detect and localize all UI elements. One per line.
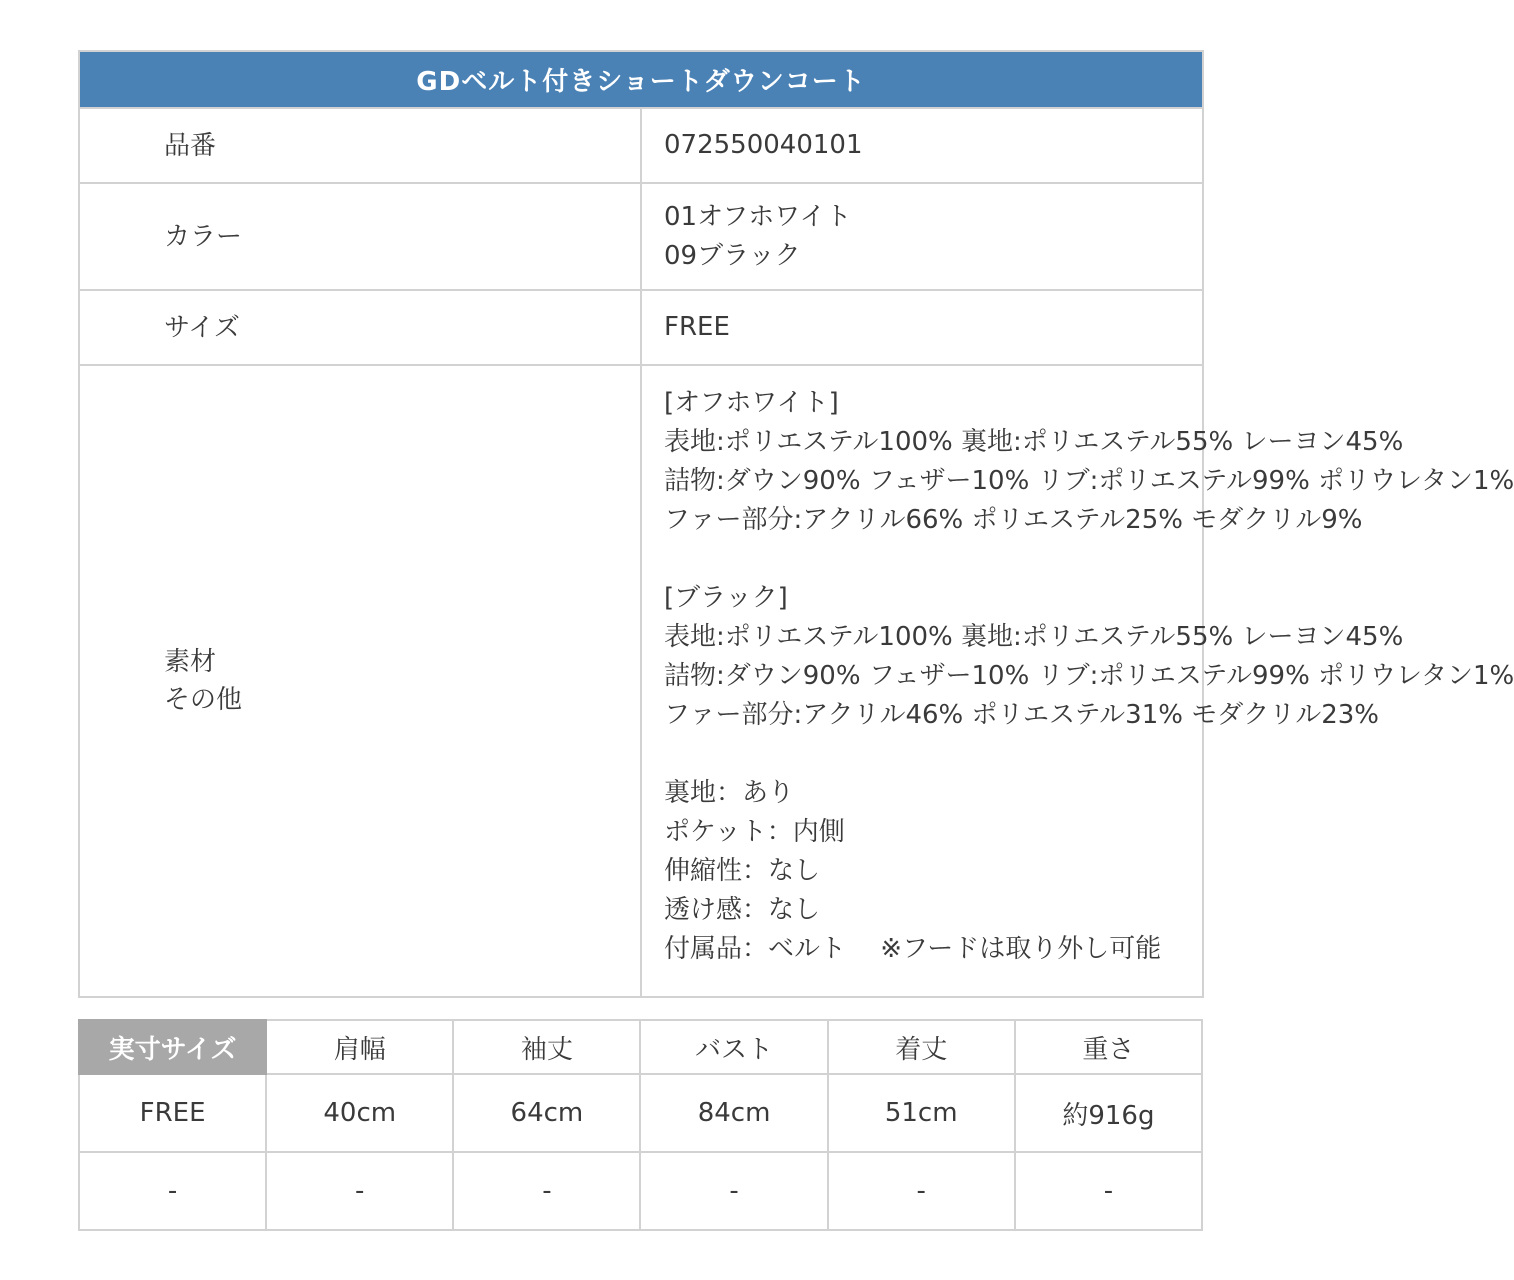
row-size-label: FREE: [79, 1074, 266, 1152]
size-label: サイズ: [79, 290, 641, 365]
material-label-line: その他: [164, 685, 243, 715]
product-title: GDベルト付きショートダウンコート: [79, 51, 1203, 108]
table-cell: 約916g: [1015, 1074, 1202, 1152]
table-cell: 51cm: [828, 1074, 1015, 1152]
number-label: 品番: [79, 108, 641, 183]
material-label: [79, 365, 641, 997]
block-spacer: [664, 735, 1202, 774]
table-row: [79, 1074, 1202, 1152]
row-size-label: -: [79, 1152, 266, 1230]
color-label: カラー: [79, 183, 641, 290]
column-header: 袖丈: [453, 1020, 640, 1074]
material-line: 詰物:ダウン90% フェザー10% リブ:ポリエステル99% ポリウレタン1%: [664, 466, 1514, 496]
color-value: 09ブラック: [664, 240, 801, 271]
detail-line: 付属品：ベルト ※フードは取り外し可能: [664, 934, 1162, 964]
number-value: 072550040101: [641, 108, 1203, 183]
color-value: 01オフホワイト: [664, 201, 852, 232]
table-cell: 40cm: [266, 1074, 453, 1152]
spec-row-size: [79, 290, 1203, 365]
detail-line: 透け感：なし: [664, 895, 821, 925]
table-cell: 84cm: [640, 1074, 827, 1152]
table-cell: -: [266, 1152, 453, 1230]
material-label-line: 素材: [164, 647, 217, 677]
product-spec-table: [78, 50, 1514, 998]
material-line: 表地:ポリエステル100% 裏地:ポリエステル55% レーヨン45%: [664, 427, 1404, 457]
material-line: 表地:ポリエステル100% 裏地:ポリエステル55% レーヨン45%: [664, 622, 1404, 652]
spec-row-material: [79, 365, 1203, 997]
table-cell: 64cm: [453, 1074, 640, 1152]
column-header: バスト: [640, 1020, 827, 1074]
size-table-corner: 実寸サイズ: [79, 1020, 266, 1074]
size-table: [78, 1019, 1203, 1231]
table-cell: -: [640, 1152, 827, 1230]
table-cell: -: [453, 1152, 640, 1230]
detail-line: ポケット：内側: [664, 817, 845, 847]
material-line: [ブラック]: [664, 583, 788, 613]
column-header: 重さ: [1015, 1020, 1202, 1074]
size-value: FREE: [641, 290, 1203, 365]
material-line: [オフホワイト]: [664, 388, 839, 418]
spec-row-number: [79, 108, 1203, 183]
detail-line: 伸縮性：なし: [664, 856, 821, 886]
material-line: 詰物:ダウン90% フェザー10% リブ:ポリエステル99% ポリウレタン1%: [664, 661, 1514, 691]
material-line: ファー部分:アクリル66% ポリエステル25% モダクリル9%: [664, 505, 1363, 535]
material-details: [641, 365, 1514, 997]
column-header: 着丈: [828, 1020, 1015, 1074]
spec-row-color: [79, 183, 1203, 290]
color-values: [641, 183, 1203, 290]
table-row: [79, 1152, 1202, 1230]
table-cell: -: [828, 1152, 1015, 1230]
table-cell: -: [1015, 1152, 1202, 1230]
column-header: 肩幅: [266, 1020, 453, 1074]
material-line: ファー部分:アクリル46% ポリエステル31% モダクリル23%: [664, 700, 1380, 730]
size-table-header: [79, 1020, 1202, 1074]
detail-line: 裏地：あり: [664, 778, 795, 808]
block-spacer: [664, 540, 1202, 579]
